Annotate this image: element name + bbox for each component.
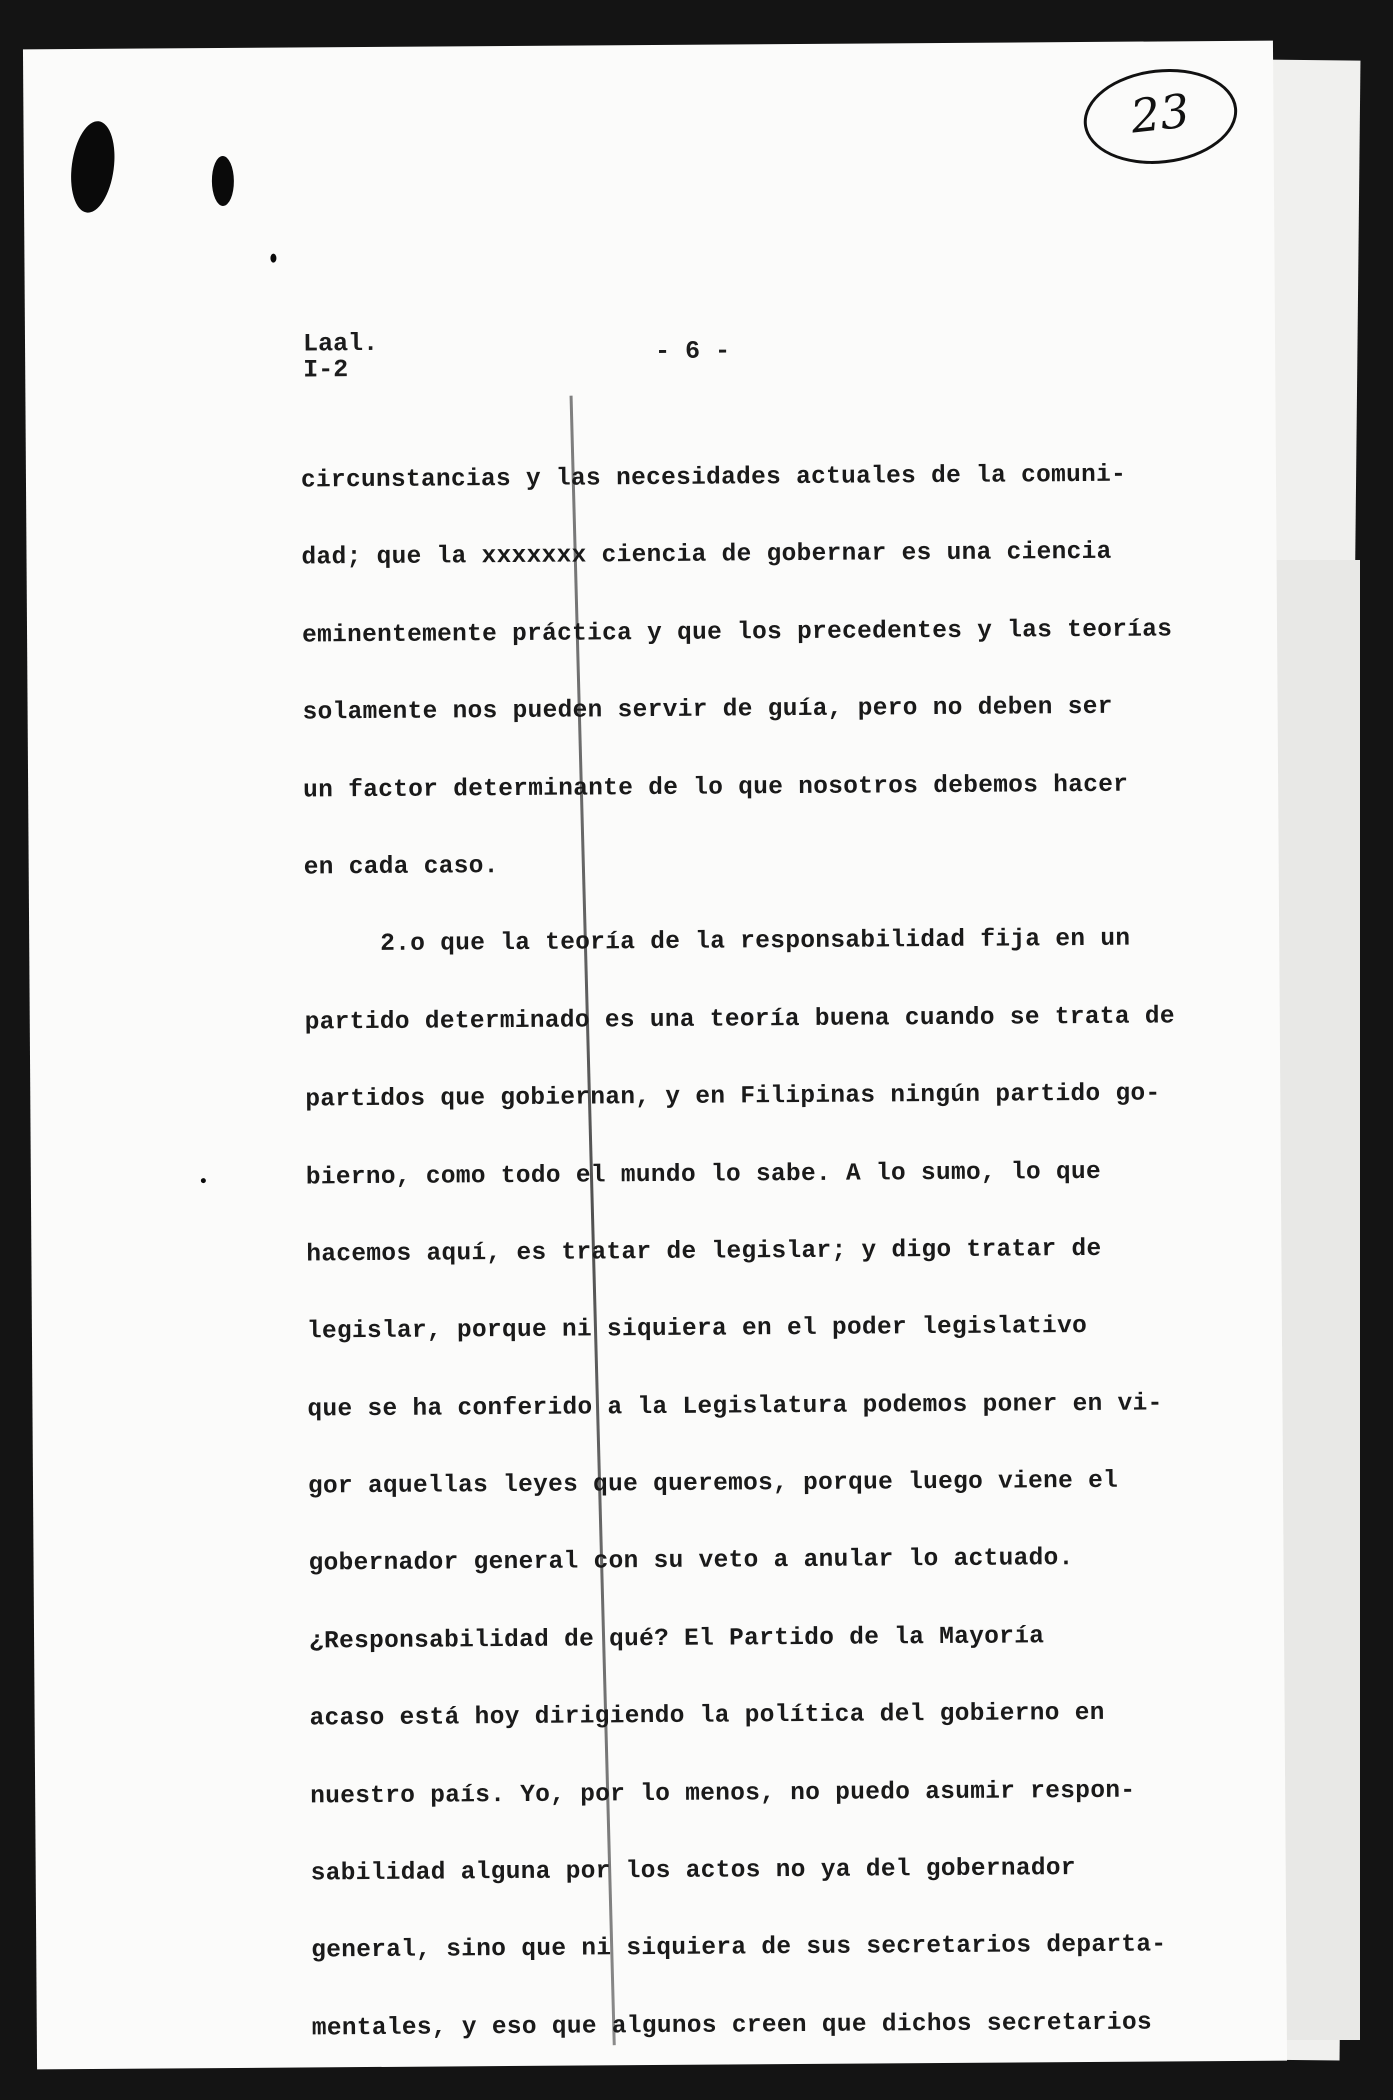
text-line: 2.o que la teoría de la responsabilidad fija en un: [380, 926, 1131, 959]
text-line: en cada caso.: [303, 853, 499, 882]
ink-blot-small: [212, 156, 234, 206]
text-line: ¿Responsabilidad de qué? El Partido de la Mayoría: [308, 1623, 1045, 1656]
text-line: acaso está hoy dirigiendo la política del gobierno en: [309, 1700, 1105, 1733]
text-line: un factor determinante de lo que nosotros debemos hacer: [303, 771, 1129, 805]
document-page: [23, 41, 1287, 2070]
text-line: partidos que gobiernan, y en Filipinas ningún partido go-: [305, 1080, 1161, 1114]
reference-line-1: Laal.: [302, 328, 379, 359]
text-line: hacemos aquí, es tratar de legislar; y digo tratar de: [306, 1235, 1102, 1269]
text-line: legislar, porque ni siquiera en el poder legislativo: [306, 1313, 1088, 1346]
reference-line-2: I-2: [303, 355, 349, 385]
folio-stamp: [1079, 61, 1243, 172]
text-line: sabilidad alguna por los actos no ya del gobernador: [310, 1855, 1076, 1888]
text-line: circunstancias y las necesidades actuales de la comuni-: [300, 461, 1127, 495]
text-line: solamente nos pueden servir de guía, pero no deben ser: [302, 693, 1113, 727]
page-number: - 6 -: [654, 336, 731, 366]
text-line: eminentemente práctica y que los precedentes y las teorías: [301, 616, 1173, 650]
text-line: gobernador general con su veto a anular lo actuado.: [308, 1545, 1074, 1578]
text-line: bierno, como todo el mundo lo sabe. A lo sumo, lo que: [305, 1158, 1102, 1191]
text-line: mentales, y eso que algunos creen que dichos secretarios: [311, 2009, 1153, 2043]
ink-blot-large: [66, 119, 120, 216]
text-line: general, sino que ni siquiera de sus secretarios departa-: [311, 1931, 1167, 1965]
text-line: dad; que la xxxxxxx ciencia de gobernar es una ciencia: [301, 539, 1112, 572]
text-line: partido determinado es una teoría buena cuando se trata de: [304, 1003, 1175, 1037]
folio-number: 23: [1128, 83, 1193, 144]
ink-dot-lower: [201, 1178, 206, 1183]
ink-dot: [270, 254, 276, 263]
body-text: [301, 436, 1212, 2067]
text-line: gor aquellas leyes que queremos, porque luego viene el: [307, 1467, 1119, 1501]
text-line: nuestro país. Yo, por lo menos, no puedo asumir respon-: [310, 1777, 1136, 1811]
text-line: que se ha conferido a la Legislatura podemos poner en vi-: [307, 1390, 1163, 1424]
